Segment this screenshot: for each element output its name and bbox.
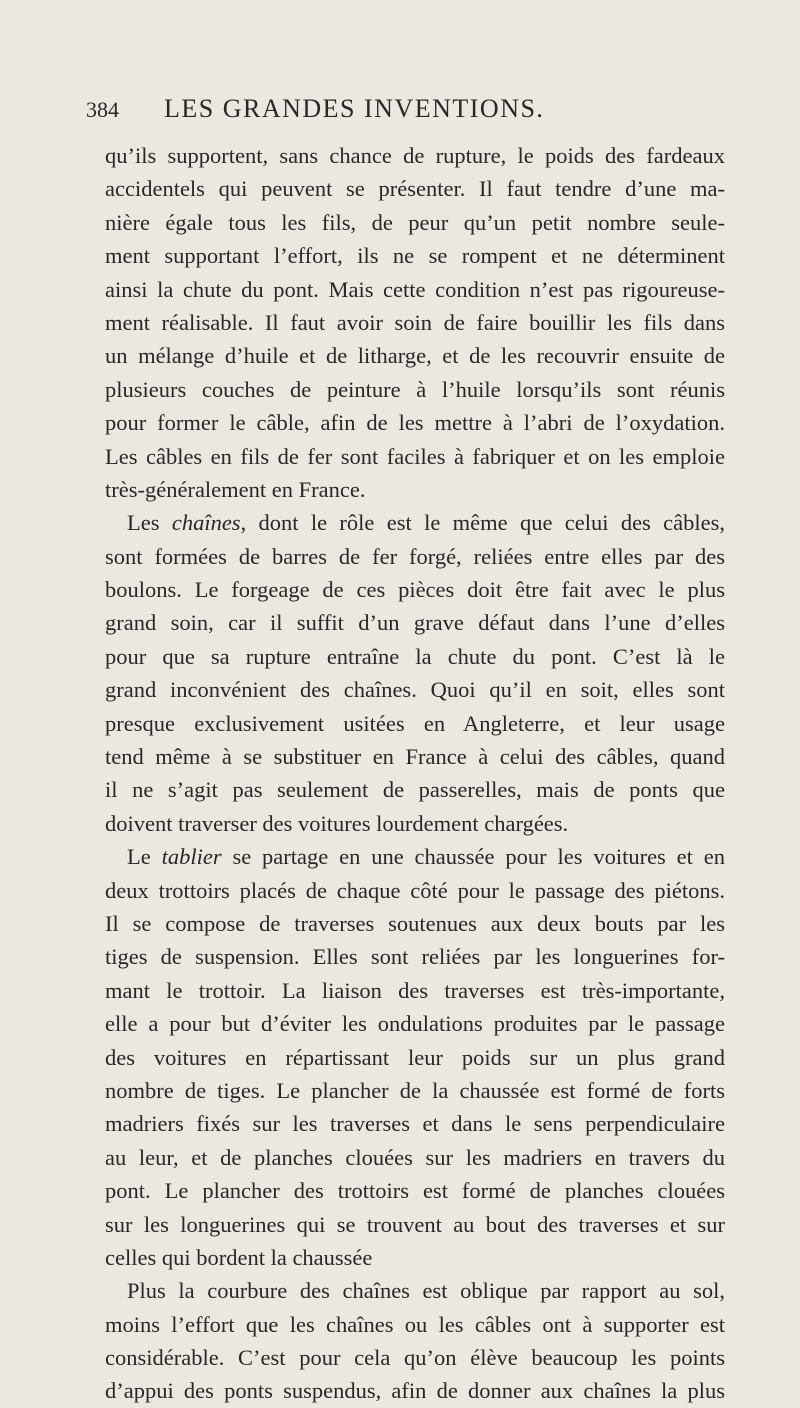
text-line: grand soin, car il suffit d’un grave défaut dans l’une d’elles <box>105 610 725 636</box>
text-line: accidentels qui peuvent se présenter. Il faut tendre d’une ma- <box>105 176 725 202</box>
text-line: deux trottoirs placés de chaque côté pour le passage des piétons. <box>105 877 725 903</box>
running-title: LES GRANDES INVENTIONS. <box>164 94 545 123</box>
text-line: celles qui bordent la chaussée <box>105 1244 373 1270</box>
running-header <box>86 94 726 124</box>
text-line: tend même à se substituer en France à celui des câbles, quand <box>105 744 725 770</box>
text-line: plusieurs couches de peinture à l’huile lorsqu’ils sont réunis <box>105 376 725 402</box>
text-line: ainsi la chute du pont. Mais cette condition n’est pas rigoureuse- <box>105 276 725 302</box>
body-text <box>105 139 725 1408</box>
emphasis: tablier <box>161 844 222 870</box>
text-line: doivent traverser des voitures lourdement chargées. <box>105 810 569 836</box>
text-line: Le tablier se partage en une chaussée pour les voitures et en <box>127 844 725 870</box>
text-line: presque exclusivement usitées en Angleterre, et leur usage <box>105 710 725 736</box>
text-line: Les chaînes, dont le rôle est le même que celui des câbles, <box>127 510 725 536</box>
text-line: sur les longuerines qui se trouvent au bout des traverses et sur <box>105 1211 725 1237</box>
text-line: sont formées de barres de fer forgé, reliées entre elles par des <box>105 543 725 569</box>
text-line: d’appui des ponts suspendus, afin de donner aux chaînes la plus <box>105 1378 725 1404</box>
text-line: nière égale tous les fils, de peur qu’un petit nombre seule- <box>105 209 725 235</box>
text-line: ment réalisable. Il faut avoir soin de faire bouillir les fils dans <box>105 309 725 335</box>
text-line: considérable. C’est pour cela qu’on élève beaucoup les points <box>105 1345 725 1371</box>
page-number: 384 <box>86 97 119 122</box>
text-line: boulons. Le forgeage de ces pièces doit être fait avec le plus <box>105 577 725 603</box>
text-line: mant le trottoir. La liaison des traverses est très-importante, <box>105 977 725 1003</box>
text-line: un mélange d’huile et de litharge, et de les recouvrir ensuite de <box>105 343 725 369</box>
text-line: elle a pour but d’éviter les ondulations produites par le passage <box>105 1011 725 1037</box>
text-line: moins l’effort que les chaînes ou les câbles ont à supporter est <box>105 1311 725 1337</box>
text-line: au leur, et de planches clouées sur les madriers en travers du <box>105 1144 725 1170</box>
text-line: tiges de suspension. Elles sont reliées par les longuerines for- <box>105 944 725 970</box>
text-line: qu’ils supportent, sans chance de rupture, le poids des fardeaux <box>105 143 725 168</box>
text-line: pour que sa rupture entraîne la chute du pont. C’est là le <box>105 643 725 669</box>
text-line: il ne s’agit pas seulement de passerelles, mais de ponts que <box>105 777 725 803</box>
text-line: ment supportant l’effort, ils ne se rompent et ne déterminent <box>105 243 725 269</box>
text-line: Il se compose de traverses soutenues aux deux bouts par les <box>105 910 725 936</box>
text-line: Plus la courbure des chaînes est oblique par rapport au sol, <box>127 1278 725 1304</box>
text-line: nombre de tiges. Le plancher de la chaussée est formé de forts <box>105 1077 725 1103</box>
text-line: grand inconvénient des chaînes. Quoi qu’il en soit, elles sont <box>105 677 725 703</box>
text-line: pour former le câble, afin de les mettre à l’abri de l’oxydation. <box>105 410 725 436</box>
text-line: pont. Le plancher des trottoirs est formé de planches clouées <box>105 1178 725 1204</box>
text-line: madriers fixés sur les traverses et dans le sens perpendiculaire <box>105 1111 725 1137</box>
emphasis: chaînes <box>171 510 241 536</box>
text-line: des voitures en répartissant leur poids sur un plus grand <box>105 1044 725 1070</box>
text-line: Les câbles en fils de fer sont faciles à fabriquer et on les emploie <box>105 443 725 469</box>
text-line: très-généralement en France. <box>105 476 366 502</box>
